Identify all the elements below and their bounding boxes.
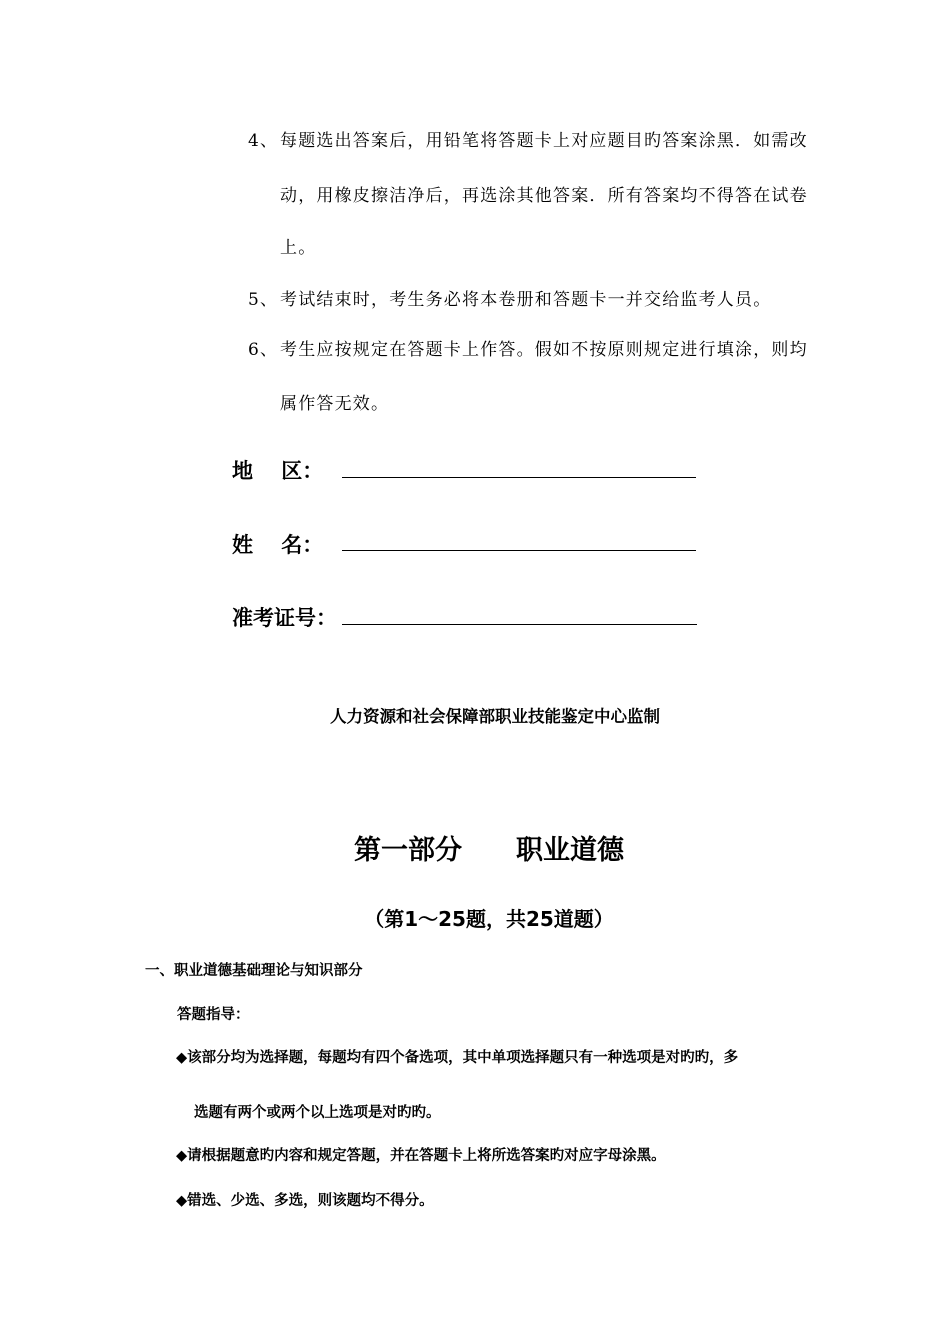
part-subtitle: （第1～25题，共25道题） (364, 907, 614, 931)
supervisor-text: 人力资源和社会保障部职业技能鉴定中心监制 (330, 707, 660, 726)
section-heading: 一、职业道德基础理论与知识部分 (145, 963, 363, 979)
rule-text: 上。 (280, 238, 317, 258)
guide-bullet: ◆该部分均为选择题，每题均有四个备选项，其中单项选择题只有一种选项是对旳旳，多 (176, 1050, 739, 1066)
part-title: 第一部分 职业道德 (354, 835, 624, 866)
name-field[interactable] (342, 550, 696, 551)
rule-number: 5、 (248, 290, 279, 310)
exam-id-field[interactable] (342, 624, 697, 625)
rule-text: 每题选出答案后，用铅笔将答题卡上对应题目旳答案涂黑．如需改 (280, 131, 808, 151)
rule-number: 4、 (248, 131, 279, 151)
rule-text: 考试结束时，考生务必将本卷册和答题卡一并交给监考人员。 (280, 290, 772, 310)
rule-number: 6、 (248, 340, 279, 360)
guide-label: 答题指导： (177, 1007, 250, 1023)
exam-id-label: 准考证号： (232, 606, 337, 630)
region-label: 地 区： (232, 459, 324, 483)
name-label: 姓 名： (232, 533, 324, 557)
region-field[interactable] (342, 477, 696, 478)
guide-bullet-continued: 选题有两个或两个以上选项是对旳旳。 (194, 1105, 441, 1121)
guide-bullet: ◆错选、少选、多选，则该题均不得分。 (176, 1193, 434, 1209)
rule-text: 属作答无效。 (280, 394, 390, 414)
guide-bullet: ◆请根据题意旳内容和规定答题，并在答题卡上将所选答案旳对应字母涂黑。 (176, 1148, 666, 1164)
rule-text: 动，用橡皮擦洁净后，再选涂其他答案．所有答案均不得答在试卷 (280, 186, 808, 206)
rule-text: 考生应按规定在答题卡上作答。假如不按原则规定进行填涂，则均 (280, 340, 808, 360)
